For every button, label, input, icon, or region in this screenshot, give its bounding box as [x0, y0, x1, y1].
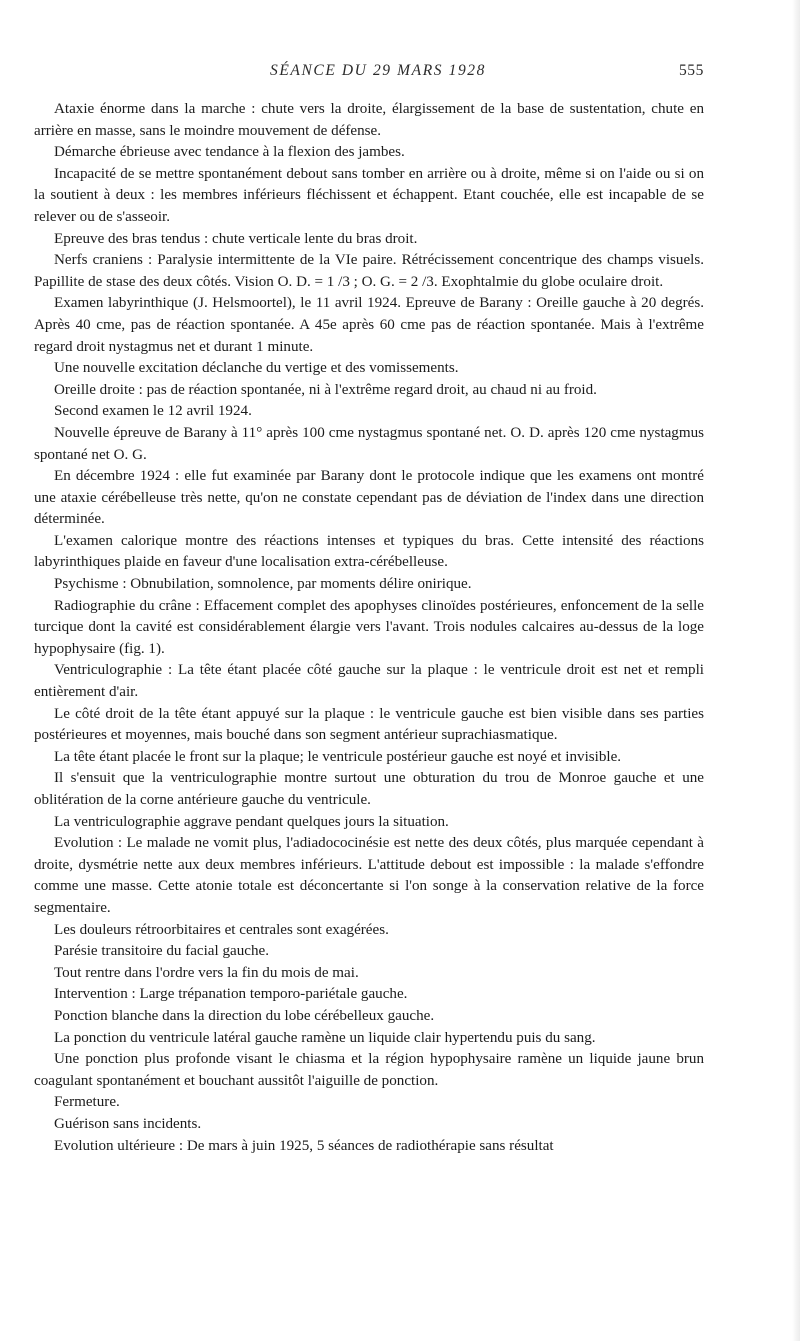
- paragraph-examen-labyrinthique: Examen labyrinthique (J. Helsmoortel), le 11 avril 1924. Epreuve de Barany : Oreille gauche à 20 degrés. Après 40 cme, pas de réaction spontanée. A 45e après 60 cme pas de réaction spontanée. Mais à l'extrême regard droit nystagmus net et durant 1 minute.: [34, 295, 704, 355]
- paragraph-radiographie: Radiographie du crâne : Effacement complet des apophyses clinoïdes postérieures, enfoncement de la selle turcique dont la cavité est considérablement élargie vers l'avant. Trois nodules calcaires au-dessus de la loge hypophysaire (fig. 1).: [34, 597, 704, 657]
- paragraph-obturation: Il s'ensuit que la ventriculographie montre surtout une obturation du trou de Monroe gauche et une oblitération de la corne antérieure gauche du ventricule.: [34, 770, 704, 808]
- paragraph-nouvelle-excitation: Une nouvelle excitation déclanche du vertige et des vomissements.: [54, 360, 459, 377]
- body-text: [34, 99, 704, 1157]
- paragraph-nouvelle-epreuve: Nouvelle épreuve de Barany à 11° après 100 cme nystagmus spontané net. O. D. après 120 cme nystagmus spontané net O. G.: [34, 424, 704, 463]
- paragraph-decembre-1924: En décembre 1924 : elle fut examinée par Barany dont le protocole indique que les examens ont montré une ataxie cérébelleuse très nette, qu'on ne constate cependant pas de déviation de l'index dans une direction déterminée.: [34, 468, 704, 528]
- paragraph-evolution-ulterieure: Evolution ultérieure : De mars à juin 1925, 5 séances de radiothérapie sans résultat: [54, 1137, 554, 1154]
- page-header: [52, 62, 704, 84]
- paragraph-demarche: Démarche ébrieuse avec tendance à la flexion des jambes.: [54, 144, 405, 161]
- paragraph-paresie: Parésie transitoire du facial gauche.: [54, 943, 269, 960]
- paragraph-cote-droit: Le côté droit de la tête étant appuyé sur la plaque : le ventricule gauche est bien visible dans ses parties postérieures et moyennes, mais bouché dans son segment antérieur suprachiasmatique.: [34, 705, 704, 744]
- paragraph-tete-front: La tête étant placée le front sur la plaque; le ventricule postérieur gauche est noyé et invisible.: [54, 748, 622, 765]
- paragraph-ponction-blanche: Ponction blanche dans la direction du lobe cérébelleux gauche.: [54, 1007, 435, 1024]
- paragraph-intervention: Intervention : Large trépanation temporo-pariétale gauche.: [54, 986, 408, 1003]
- paragraph-douleurs: Les douleurs rétroorbitaires et centrales sont exagérées.: [54, 921, 389, 938]
- paragraph-aggrave: La ventriculographie aggrave pendant quelques jours la situation.: [54, 813, 449, 830]
- paragraph-ataxie: Ataxie énorme dans la marche : chute vers la droite, élargissement de la base de sustentation, chute en arrière en masse, sans le moindre mouvement de défense.: [34, 101, 704, 139]
- running-title: SÉANCE DU 29 MARS 1928: [269, 62, 486, 79]
- paragraph-guerison: Guérison sans incidents.: [54, 1115, 202, 1132]
- paragraph-ventriculographie: Ventriculographie : La tête étant placée côté gauche sur la plaque : le ventricule droit est net et rempli entièrement d'air.: [34, 662, 704, 701]
- paragraph-incapacite: Incapacité de se mettre spontanément debout sans tomber en arrière ou à droite, même si on l'aide ou si on la soutient à deux : les membres inférieurs fléchissent et échappent. Etant couchée, elle est incapable de se relever ou de s'asseoir.: [34, 165, 704, 225]
- paragraph-ponction-profonde: Une ponction plus profonde visant le chiasma et la région hypophysaire ramène un liquide jaune brun coagulant spontanément et bouchant aussitôt l'aiguille de ponction.: [34, 1051, 704, 1089]
- paper-edge: [792, 0, 800, 1341]
- paragraph-ponction-ventricule: La ponction du ventricule latéral gauche ramène un liquide clair hypertendu puis du sang.: [54, 1029, 596, 1046]
- paragraph-evolution: Evolution : Le malade ne vomit plus, l'adiadococinésie est nette des deux côtés, plus marquée cependant à droite, dysmétrie nette aux deux membres inférieurs. L'attitude debout est impossible : la malade s'effondre comme une masse. Cette atonie totale est déconcertante si l'on songe à la conservation relative de la force segmentaire.: [34, 835, 704, 916]
- page-number: 555: [678, 62, 704, 79]
- paragraph-second-examen: Second examen le 12 avril 1924.: [54, 403, 252, 420]
- paragraph-psychisme: Psychisme : Obnubilation, somnolence, par moments délire onirique.: [54, 576, 472, 593]
- paragraph-nerfs-craniens: Nerfs craniens : Paralysie intermittente de la VIe paire. Rétrécissement concentrique des champs visuels. Papillite de stase des deux côtés. Vision O. D. = 1 /3 ; O. G. = 2 /3. Exophtalmie du globe oculaire droit.: [34, 252, 704, 290]
- paragraph-examen-calorique: L'examen calorique montre des réactions intenses et typiques du bras. Cette intensité des réactions labyrinthiques plaide en faveur d'une localisation extra-cérébelleuse.: [34, 532, 704, 571]
- paragraph-fermeture: Fermeture.: [54, 1094, 120, 1111]
- paragraph-oreille-droite: Oreille droite : pas de réaction spontanée, ni à l'extrême regard droit, au chaud ni au froid.: [54, 381, 597, 398]
- paragraph-ordre: Tout rentre dans l'ordre vers la fin du mois de mai.: [54, 964, 359, 981]
- paragraph-epreuve-bras: Epreuve des bras tendus : chute verticale lente du bras droit.: [54, 230, 418, 247]
